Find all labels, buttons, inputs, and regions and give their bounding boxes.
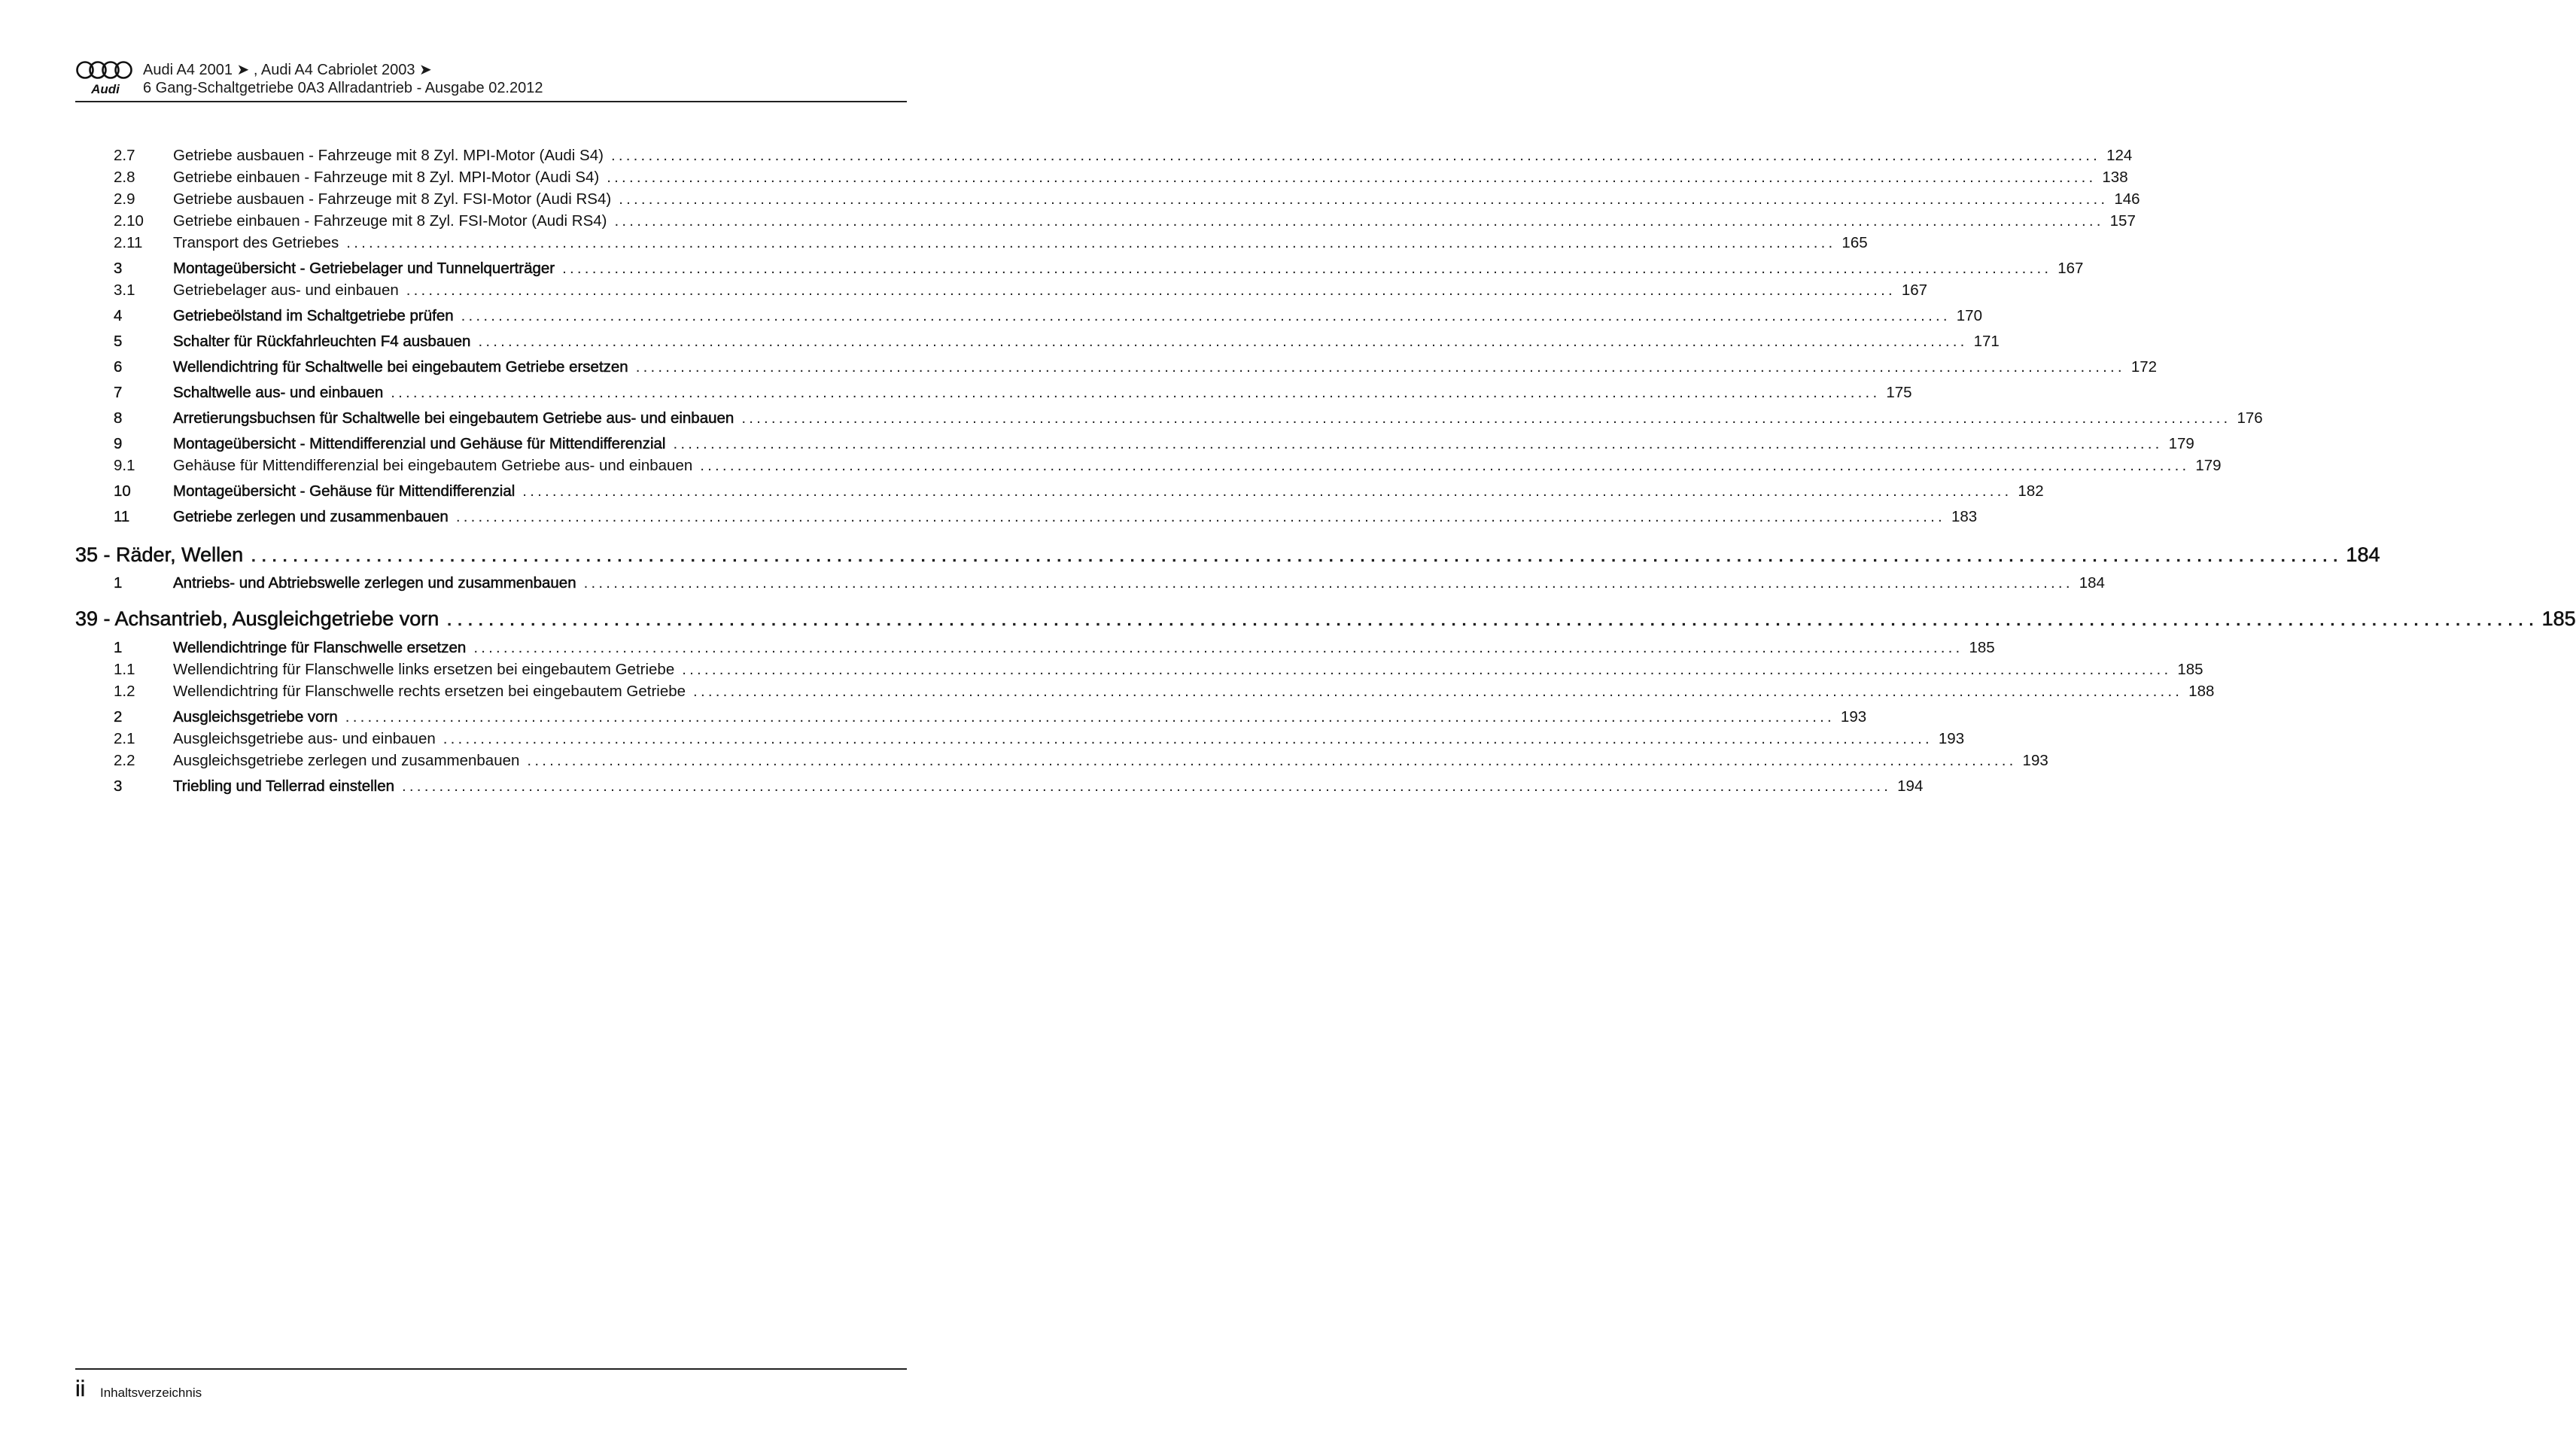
toc-entry-number: 1 xyxy=(114,574,123,592)
toc-entry-page: 184 xyxy=(2346,543,2380,566)
toc-entry[interactable] xyxy=(75,358,2158,379)
toc-entry-number: 2.9 xyxy=(114,190,135,208)
toc-entry-page: 157 xyxy=(2109,212,2136,230)
toc-entry[interactable] xyxy=(75,683,2215,704)
toc-entry-page: 176 xyxy=(2237,409,2263,427)
toc-entry-title: Wellendichtring für Flanschwelle rechts ersetzen bei eingebautem Getriebe xyxy=(173,683,686,700)
toc-entry[interactable] xyxy=(75,639,1995,660)
toc-entry-title: Ausgleichsgetriebe aus- und einbauen xyxy=(173,730,436,747)
header-manual-title: 6 Gang-Schaltgetriebe 0A3 Allradantrieb - Ausgabe 02.2012 xyxy=(143,80,543,96)
toc-entry-number: 7 xyxy=(114,384,123,401)
toc-entry-title: Ausgleichsgetriebe vorn xyxy=(173,708,338,726)
toc-entry[interactable] xyxy=(75,409,2263,430)
toc-dot-leader: ........................................................................................................................................................................................................ xyxy=(443,730,1933,747)
toc-entry-number: 2.1 xyxy=(114,730,135,747)
toc-dot-leader: ........................................................................................................................................................................................................ xyxy=(583,574,2073,592)
toc-entry-number: 9 xyxy=(114,435,123,452)
toc-dot-leader: ........................................................................................................................................................................................................ xyxy=(619,190,2109,208)
toc-entry-title: Antriebs- und Abtriebswelle zerlegen und zusammenbauen xyxy=(173,574,576,592)
toc-entry[interactable] xyxy=(75,482,2044,503)
toc-entry-page: 175 xyxy=(1886,384,1912,401)
toc-entry-title: Getriebe einbauen - Fahrzeuge mit 8 Zyl. MPI-Motor (Audi S4) xyxy=(173,169,600,186)
toc-entry-number: 4 xyxy=(114,307,123,324)
toc-entry-page: 167 xyxy=(1901,281,1928,299)
toc-entry-page: 172 xyxy=(2130,358,2158,376)
toc-entry[interactable] xyxy=(75,147,2133,168)
toc-entry-page: 193 xyxy=(2022,752,2048,769)
toc-entry-number: 3 xyxy=(114,260,123,277)
toc-dot-leader: ........................................................................................................................................................................................................ xyxy=(522,482,2012,500)
toc-entry[interactable] xyxy=(75,457,2222,478)
toc-dot-leader: ........................................................................................................................................................................................................ xyxy=(607,169,2097,186)
toc-dot-leader: ........................................................................................................................................................................................................ xyxy=(741,409,2231,427)
toc-entry[interactable] xyxy=(75,508,1978,529)
toc-entry-title: Triebling und Tellerrad einstellen xyxy=(173,777,395,795)
toc-entry-number: 1 xyxy=(114,639,123,656)
toc-entry-title: Getriebeölstand im Schaltgetriebe prüfen xyxy=(173,307,454,324)
toc-dot-leader: ........................................................................................................................................................................................................ xyxy=(391,384,1881,401)
toc-entry-number: 3 xyxy=(114,777,123,795)
toc-dot-leader: ........................................................................................................................................................................................................ xyxy=(251,543,2343,566)
page-header xyxy=(75,59,907,102)
toc-entry-title: 35 - Räder, Wellen xyxy=(75,543,244,566)
toc-entry-page: 183 xyxy=(1951,508,1978,525)
toc-dot-leader: ........................................................................................................................................................................................................ xyxy=(446,607,2539,630)
toc-entry[interactable] xyxy=(75,281,1928,303)
toc-entry[interactable] xyxy=(75,169,2128,190)
toc-entry-title: Getriebelager aus- und einbauen xyxy=(173,281,399,299)
toc-entry[interactable] xyxy=(75,234,1868,255)
toc-chapter-entry[interactable] xyxy=(75,607,2576,633)
toc-entry-page: 185 xyxy=(2177,661,2203,678)
toc-entry-number: 6 xyxy=(114,358,123,376)
toc-entry-title: Transport des Getriebes xyxy=(173,234,339,251)
toc-entry[interactable] xyxy=(75,190,2140,211)
toc-dot-leader: ........................................................................................................................................................................................................ xyxy=(693,683,2183,700)
toc-entry[interactable] xyxy=(75,435,2194,456)
toc-entry-number: 11 xyxy=(114,508,130,525)
toc-entry-number: 5 xyxy=(114,333,123,350)
toc-dot-leader: ........................................................................................................................................................................................................ xyxy=(635,358,2125,376)
toc-entry-number: 1.2 xyxy=(114,683,135,700)
toc-entry-title: Wellendichtring für Flanschwelle links ersetzen bei eingebautem Getriebe xyxy=(173,661,675,678)
toc-entry[interactable] xyxy=(75,752,2048,773)
toc-entry-page: 185 xyxy=(2541,607,2576,630)
toc-entry[interactable] xyxy=(75,777,1924,799)
footer-divider xyxy=(75,1368,907,1370)
toc-entry-page: 194 xyxy=(1897,777,1924,795)
toc-dot-leader: ........................................................................................................................................................................................................ xyxy=(478,333,1968,350)
toc-entry-page: 179 xyxy=(2168,435,2194,452)
toc-entry-number: 8 xyxy=(114,409,123,427)
toc-entry-number: 2.10 xyxy=(114,212,144,230)
audi-logo xyxy=(75,60,135,96)
toc-dot-leader: ........................................................................................................................................................................................................ xyxy=(527,752,2017,769)
toc-entry[interactable] xyxy=(75,307,1982,328)
toc-entry-number: 10 xyxy=(114,482,131,500)
toc-entry-page: 179 xyxy=(2195,457,2222,474)
toc-entry-page: 171 xyxy=(1973,333,2000,350)
toc-entry-title: Ausgleichsgetriebe zerlegen und zusammenbauen xyxy=(173,752,520,769)
toc-dot-leader: ........................................................................................................................................................................................................ xyxy=(610,147,2101,164)
toc-entry-title: Getriebe einbauen - Fahrzeuge mit 8 Zyl. FSI-Motor (Audi RS4) xyxy=(173,212,607,230)
toc-entry-page: 165 xyxy=(1842,234,1868,251)
header-model-line: Audi A4 2001 ➤ , Audi A4 Cabriolet 2003 ➤ xyxy=(143,62,432,78)
toc-entry-page: 184 xyxy=(2079,574,2105,592)
toc-entry-number: 2.11 xyxy=(114,234,143,251)
toc-chapter-entry[interactable] xyxy=(75,543,2380,569)
footer-page-number: ii xyxy=(75,1377,86,1401)
toc-entry-title: Wellendichtring für Schaltwelle bei eingebautem Getriebe ersetzen xyxy=(173,358,628,376)
toc-entry-title: Montageübersicht - Mittendifferenzial und Gehäuse für Mittendifferenzial xyxy=(173,435,666,452)
toc-entry-page: 138 xyxy=(2102,169,2128,186)
toc-entry-title: Arretierungsbuchsen für Schaltwelle bei eingebautem Getriebe aus- und einbauen xyxy=(173,409,734,427)
toc-entry-title: Gehäuse für Mittendifferenzial bei eingebautem Getriebe aus- und einbauen xyxy=(173,457,693,474)
toc-dot-leader: ........................................................................................................................................................................................................ xyxy=(455,508,1945,525)
toc-entry-page: 193 xyxy=(1938,730,1965,747)
toc-entry-number: 3.1 xyxy=(114,281,135,299)
toc-entry[interactable] xyxy=(75,212,2136,233)
toc-entry[interactable] xyxy=(75,260,2084,281)
toc-entry-title: Wellendichtringe für Flanschwelle ersetzen xyxy=(173,639,467,656)
toc-dot-leader: ........................................................................................................................................................................................................ xyxy=(682,661,2172,678)
toc-dot-leader: ........................................................................................................................................................................................................ xyxy=(345,708,1835,726)
toc-entry-number: 2.7 xyxy=(114,147,135,164)
toc-entry-page: 188 xyxy=(2188,683,2215,700)
toc-entry-title: Schalter für Rückfahrleuchten F4 ausbauen xyxy=(173,333,471,350)
toc-entry[interactable] xyxy=(75,333,2000,354)
toc-dot-leader: ........................................................................................................................................................................................................ xyxy=(473,639,1963,656)
toc-entry-page: 170 xyxy=(1956,307,1982,324)
toc-entry-number: 2 xyxy=(114,708,123,726)
toc-entry-number: 2.8 xyxy=(114,169,135,186)
toc-entry[interactable] xyxy=(75,574,2105,595)
toc-entry[interactable] xyxy=(75,730,1965,751)
toc-entry-title: Montageübersicht - Getriebelager und Tunnelquerträger xyxy=(173,260,555,277)
toc-entry[interactable] xyxy=(75,661,2203,682)
toc-entry-title: Getriebe ausbauen - Fahrzeuge mit 8 Zyl. MPI-Motor (Audi S4) xyxy=(173,147,604,164)
toc-entry[interactable] xyxy=(75,384,1912,405)
audi-wordmark: Audi xyxy=(91,82,120,96)
toc-dot-leader: ........................................................................................................................................................................................................ xyxy=(614,212,2104,230)
toc-entry-title: Schaltwelle aus- und einbauen xyxy=(173,384,384,401)
toc-entry-number: 2.2 xyxy=(114,752,135,769)
toc-entry-title: Getriebe zerlegen und zusammenbauen xyxy=(173,508,449,525)
toc-entry-page: 124 xyxy=(2106,147,2133,164)
toc-entry-number: 9.1 xyxy=(114,457,135,474)
toc-entry[interactable] xyxy=(75,708,1867,729)
toc-entry-title: Getriebe ausbauen - Fahrzeuge mit 8 Zyl. FSI-Motor (Audi RS4) xyxy=(173,190,612,208)
footer-section-label: Inhaltsverzeichnis xyxy=(100,1386,202,1400)
toc-entry-title: Montageübersicht - Gehäuse für Mittendifferenzial xyxy=(173,482,516,500)
toc-dot-leader: ........................................................................................................................................................................................................ xyxy=(700,457,2190,474)
toc-entry-page: 182 xyxy=(2018,482,2044,500)
toc-entry-page: 185 xyxy=(1969,639,1995,656)
toc-entry-number: 1.1 xyxy=(114,661,135,678)
toc-dot-leader: ........................................................................................................................................................................................................ xyxy=(402,777,1892,795)
toc-dot-leader: ........................................................................................................................................................................................................ xyxy=(461,307,1951,324)
toc-entry-title: 39 - Achsantrieb, Ausgleichgetriebe vorn xyxy=(75,607,439,630)
toc-entry-page: 167 xyxy=(2057,260,2084,277)
toc-dot-leader: ........................................................................................................................................................................................................ xyxy=(406,281,1896,299)
toc-entry-page: 146 xyxy=(2114,190,2140,208)
toc-dot-leader: ........................................................................................................................................................................................................ xyxy=(562,260,2052,277)
toc-dot-leader: ........................................................................................................................................................................................................ xyxy=(673,435,2163,452)
toc-entry-page: 193 xyxy=(1840,708,1867,726)
toc-dot-leader: ........................................................................................................................................................................................................ xyxy=(346,234,1836,251)
